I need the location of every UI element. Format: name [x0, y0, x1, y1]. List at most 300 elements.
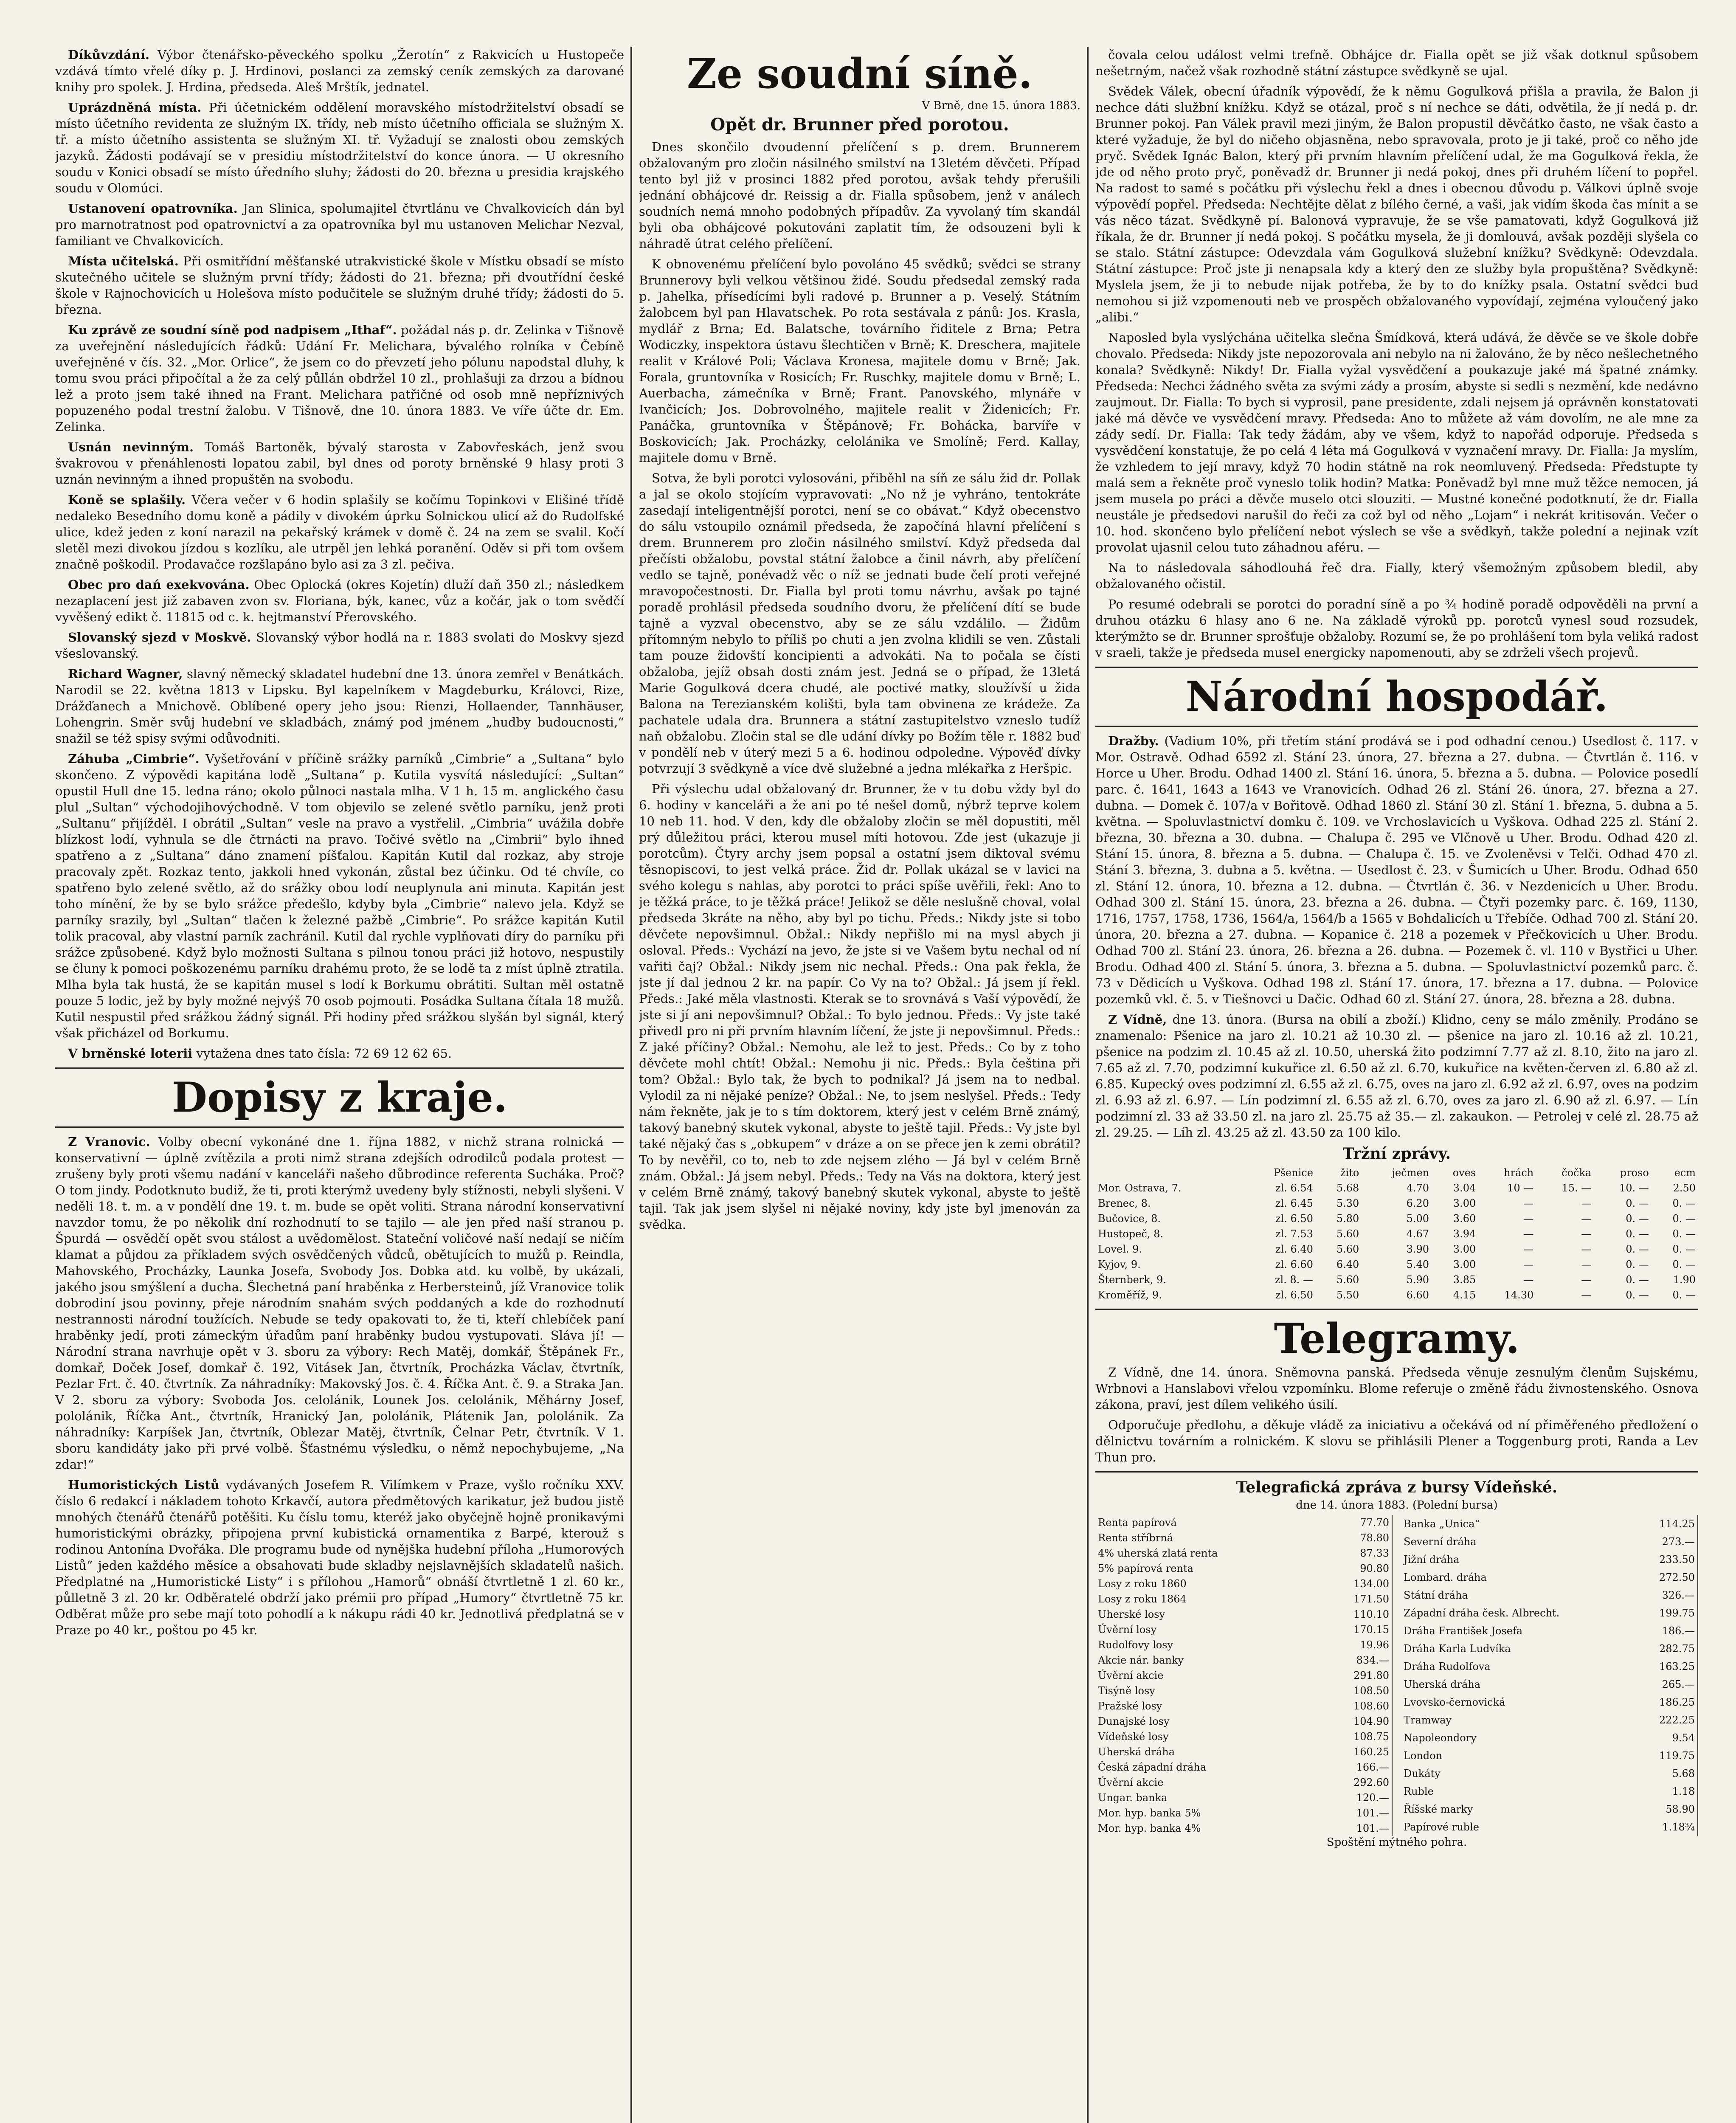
bourse-price: 78.80 — [1319, 1530, 1392, 1546]
market-cell: 0. — — [1672, 1197, 1696, 1209]
market-cell: 5.80 — [1336, 1213, 1359, 1225]
bourse-row — [1095, 1760, 1392, 1775]
market-column-header: oves — [1452, 1167, 1476, 1179]
news-item-text: Obec Oplocká (okres Kojetín) dluží daň 350 zl.; následkem nezaplacení jest již zabaven zvon sv. Floriana, býk, kanec, vůz a kočár, jak o tom svědčí vyvěšený edikt č. 11815 od c. k. hejtmanství Přerovského. — [55, 577, 624, 624]
market-cell: 14.30 — [1504, 1289, 1534, 1301]
news-item-text: Při osmitřídní měšťanské utrakvistické škole v Místku obsadí se místo skutečného učitele se služným první třídy; žádosti do 21. března; při dvoutřídní české škole v Rajnochovicích u Holešova místo podučitele se služným druhé třídy; žádosti do 5. března. — [55, 254, 624, 317]
bourse-security: Dukáty — [1404, 1768, 1441, 1779]
section-rule — [1095, 667, 1698, 668]
court-paragraph-text: Svědek Válek, obecní úřadník výpovědí, že k němu Gogulková přišla a pravila, že Balon ji nechce dáti službní knížku. Když se otázal, proč s ní nechce se dáti, odvětila, že jí nedá p. dr. Brunner pokoj. Pan Válek pravil mezi jiným, že Balon propustil děvčátko často, ne však často a které vyžaduje, že byl do ničeho objasněna, nebo spravovala, proto je ji také, proč co něho jde pryč. Svědek Ignác Balon, který při prvním hlavním přelíčení udal, že ma Gogulková řekla, že jde od něho proto pryč, poněvadž dr. Brunner ji nedá pokoj, dnes při druhém líčení to popřel. Na radost to samé s počátku při výslechu řekl a dnes i obecnou důvodu p. Válkovi úplně svoje výpovědí popřel. Předseda: Nechtějte dělat z bílého černé, a vaši, jak vidím škoda čas mínit a se vás něco tázat. Svědkyně pí. Balonová vypravuje, že se vše pamatovati, když Gogulková již říkala, že dr. Brunner jí nedá pokoj. S počátku mysela, že ji domlouvá, avšak později slyšela co se stalo. Státní zástupce: Odevzdala vám Gogulková služební knížku? Svědkyně: Odevzdala. Státní zástupce: Proč jste ji nenapsala kdy a který den ze služby byla propuštěna? Svědkyně: Myslela jsem, že ji to nebude nijak potřeba, že by to do knížky psala. Ostatní svědci buď nemohou si již vzpomenouti neb ve prospěch obžalovaného vypovídají, zejména vyloučený jako „alibi.“ — [1095, 84, 1698, 324]
bourse-row — [1095, 1805, 1392, 1821]
market-cell: 3.90 — [1406, 1243, 1429, 1255]
bourse-price: 87.33 — [1319, 1546, 1392, 1561]
bourse-subtitle: dne 14. února 1883. (Polední bursa) — [1296, 1499, 1498, 1512]
bourse-table-left — [1095, 1515, 1393, 1836]
market-cell: — — [1581, 1228, 1592, 1240]
news-item — [55, 99, 624, 196]
letter-item — [55, 1134, 624, 1473]
market-cell: 3.85 — [1453, 1274, 1476, 1286]
market-column-header: Pšenice — [1274, 1167, 1313, 1179]
news-item-title: V brněnské loterii — [68, 1046, 193, 1061]
market-cell: — — [1581, 1243, 1592, 1255]
letter-item-title: Z Vranovic. — [68, 1135, 150, 1149]
bourse-security: Západní dráha česk. Albrecht. — [1404, 1607, 1560, 1619]
dateline: V Brně, dne 15. února 1883. — [922, 99, 1080, 112]
bourse-row — [1401, 1800, 1698, 1818]
bourse-price: 186.25 — [1638, 1693, 1698, 1711]
market-table — [1095, 1165, 1698, 1303]
court-paragraph — [1095, 329, 1698, 555]
bourse-security: Ruble — [1404, 1785, 1434, 1797]
news-item-text: požádal nás p. dr. Zelinka v Tišnově za uveřejnění následujících řádků: Udání Fr. Melichara, bývalého rolníka v Čebíně uveřejněné v čís. 32. „Mor. Orlice“, že jsem co do převzetí jeho pólunu napodstal dluhy, k tomu svou práci připočítal a že za celý půllán obdržel 10 zl., prohlašuji za drzou a bídnou lež a proto jsem také ihned na Frant. Melichara patřičné od osob mně nepříznivých popuzeného podal trestní žalobu. V Tišnově, dne 10. února 1883. Ve víře účte dr. Em. Zelinka. — [55, 323, 624, 434]
market-cell: 4.70 — [1406, 1182, 1429, 1194]
market-cell: Lovel. 9. — [1098, 1243, 1142, 1255]
market-cell: 0. — — [1626, 1197, 1649, 1209]
market-table-header — [1095, 1165, 1698, 1180]
bourse-row — [1401, 1818, 1698, 1836]
bourse-security: Banka „Unica“ — [1404, 1518, 1480, 1530]
bourse-tables — [1095, 1515, 1698, 1836]
bourse-price: 273.— — [1638, 1533, 1698, 1551]
bourse-row — [1095, 1530, 1392, 1546]
court-paragraph — [639, 781, 1080, 1233]
court-paragraph — [1095, 560, 1698, 592]
market-cell: 3.04 — [1453, 1182, 1476, 1194]
bourse-price: 265.— — [1638, 1675, 1698, 1693]
letters-list — [55, 1134, 624, 1638]
court-paragraph-text: Na to následovala sáhodlouhá řeč dra. Fially, který všemožným způsobem bledil, aby obžalovaného očistil. — [1095, 560, 1698, 591]
bourse-security: Mor. hyp. banka 4% — [1098, 1822, 1201, 1834]
market-cell: 5.90 — [1406, 1274, 1429, 1286]
market-cell: — — [1523, 1259, 1534, 1270]
bourse-row — [1095, 1561, 1392, 1576]
court-paragraph-text: Dnes skončilo dvoudenní přelíčení s p. drem. Brunnerem obžalovaným pro zločin násilného smilství na 13letém děvčeti. Případ tento byl již v prosinci 1882 před porotou, avšak tehdy přerušili jednání obhájcové dr. Reissig a dr. Fialla spůsobem, jenž v análech soudních nemá mnoho podobných případův. Za vyvolaný tím skandál byli oba obhájcové pokutováni zaplatit tím, že odsouzeni byli k náhradě útrat celého přelíčení. — [639, 140, 1080, 251]
court-paragraph — [639, 139, 1080, 252]
column-court — [639, 47, 1080, 2123]
bourse-price: 292.60 — [1319, 1775, 1392, 1790]
market-cell: Šternberk, 9. — [1098, 1274, 1166, 1286]
bourse-footer: Spoštění mýtného pohra. — [1326, 1836, 1467, 1849]
letter-item — [55, 1477, 624, 1638]
bourse-price: 170.15 — [1319, 1622, 1392, 1637]
market-row — [1095, 1180, 1698, 1196]
economy-item-title: Z Vídně, — [1108, 1012, 1167, 1027]
market-cell: — — [1523, 1197, 1534, 1209]
news-item — [55, 253, 624, 318]
bourse-price: 110.10 — [1319, 1607, 1392, 1622]
bourse-row — [1095, 1714, 1392, 1729]
bourse-security: Dunajské losy — [1098, 1715, 1170, 1727]
bourse-row — [1401, 1515, 1698, 1533]
bourse-row — [1095, 1668, 1392, 1683]
court-paragraph — [1095, 596, 1698, 661]
bourse-row — [1095, 1729, 1392, 1744]
telegram-paragraph-text: Z Vídně, dne 14. února. Sněmovna panská. Předseda věnuje zesnulým členům Sujskému, Wrbnovi a Hanslabovi vřelou vzpomínku. Blome referuje o změně řádu živnostenského. Osnova zákona, praví, jest dílem velikého úsilí. — [1095, 1365, 1698, 1412]
section-rule — [1095, 1471, 1698, 1473]
market-cell: 0. — — [1672, 1289, 1696, 1301]
section-header-dopisy: Dopisy z kraje. — [172, 1073, 508, 1121]
section-rule — [55, 1067, 624, 1069]
market-cell: zl. 6.40 — [1275, 1243, 1313, 1255]
bourse-price: 199.75 — [1638, 1604, 1698, 1622]
bourse-row — [1401, 1586, 1698, 1604]
news-item — [55, 200, 624, 249]
local-news-list — [55, 47, 624, 1062]
market-cell: 3.00 — [1453, 1259, 1476, 1270]
news-item — [55, 322, 624, 435]
market-cell: 5.60 — [1336, 1228, 1359, 1240]
news-item-title: Uprázdněná místa. — [68, 100, 202, 115]
bourse-price: 108.75 — [1319, 1729, 1392, 1744]
market-cell: 0. — — [1672, 1243, 1696, 1255]
market-cell: 0. — — [1672, 1259, 1696, 1270]
bourse-price: 108.60 — [1319, 1698, 1392, 1714]
market-column-header: žito — [1340, 1167, 1359, 1179]
bourse-price: 5.68 — [1638, 1765, 1698, 1782]
market-column-header — [1095, 1165, 1242, 1180]
market-cell: 3.00 — [1453, 1197, 1476, 1209]
bourse-price: 101.— — [1319, 1821, 1392, 1836]
court-paragraph-text: Sotva, že byli porotci vylosováni, přiběhl na síň ze sálu žid dr. Pollak a jal se okolo stojícím vypravovati: „No nž je vyhráno, tentokráte zasedají inteligentnější porotci, není se co obávat.“ Když obecenstvo do sálu vstoupilo oznámil předseda, že započíná hlavní přelíčení s drem. Brunnerem pro zločin násilného smilství. Když předseda dal přečísti obžalobu, povstal státní žalobce a činil návrh, aby přelíčení vedlo se tajně, ponévadž věc o níž se jednati bude čelí proti veřejné mravopočestnosti. Dr. Fialla byl proti tomu návrhu, avšak po tajné poradě prohlásil předseda soudního dvoru, že přelíčení dítí se bude tajně a vyzval obecenstvo, aby se ze sálu vzdálilo. — Židům přítomným nebylo to příliš po chuti a jen zvolna klidili se ven. Zůstali tam pouze židovští koncipienti a advokáti. Na to počala se čísti obžaloba, jejíž obsah dosti znám jest. Jedná se o případ, že 13letá Marie Gogulková dcera chudé, ale poctivé matky, sloužívší u žida Balona na Terezianském kolišti, byla tam obvinena ze krádeže. Za pachatele udala dra. Brunnera a státní zastupitelstvo vzneslo tudíž naň obžalobu. Zločin stal se dle udání dívky po Božím těle r. 1882 buď v pondělí neb v úterý mezi 5 a 6. hodinou odpoledne. Výpověď dívky potvrzují 3 svědkyně a více dvě služebné a jedna mlékařka z Heršpic. — [639, 471, 1080, 776]
market-cell: 10 — — [1507, 1182, 1534, 1194]
news-item-text: vytažena dnes tato čísla: 72 69 12 62 65. — [196, 1046, 452, 1061]
economy-item-text: (Vadium 10%, při třetím stání prodává se i pod odhadní cenou.) Usedlost č. 117. v Mor. Ostravě. Odhad 6592 zl. Stání 23. února, 27. března a 27. dubna. — Čtvrtlán č. 116. v Horce u Uher. Brodu. Odhad 1400 zl. Stání 16. února, 5. března a 5. dubna. — Polovice posedlí parc. č. 1641, 1643 a 1643 ve Vranovicích. Odhad 26 zl. Stání 26. února, 27. března a 27. dubna. — Domek č. 107/a v Bořitově. Odhad 1860 zl. Stání 30 zl. Stání 1. března, 5. dubna a 5. května. — Spoluvlastnictví domku č. 109. ve Vrchoslavicích u Vyškova. Odhad 225 zl. Stání 2. března, 30. března a 30. dubna. — Chalupa č. 295 ve Vlčnově u Uher. Brodu. Odhad 420 zl. Stání 15. února, 8. března a 5. dubna. — Chalupa č. 15. ve Zvoleněvsi v Telči. Odhad 470 zl. Stání 3. března, 3. dubna a 5. května. — Usedlost č. 23. v Šumicích u Uher. Brodu. Odhad 650 zl. Stání 12. února, 10. března a 12. dubna. — Čtvrtlán č. 36. v Nezdenicích u Uher. Brodu. Odhad 300 zl. Stání 15. února, 23. března a 26. dubna. — Čtyři pozemky parc. č. 169, 1130, 1716, 1757, 1758, 1736, 1564/a, 1564/b a 1565 v Bohdalicích u Třebíče. Odhad 700 zl. Stání 20. února, 20. března a 27. dubna. — Kopanice č. 218 a pozemek v Přečkovicích u Uher. Brodu. Odhad 700 zl. Stání 23. února, 26. března a 26. dubna. — Pozemek č. vl. 110 v Bystřici u Uher. Brodu. Odhad 400 zl. Stání 5. února, 3. března a 5. dubna. — Spoluvlastnictví pozemků parc. č. 73 v Dědicích u Vyškova. Odhad 198 zl. Stání 17. února, 17. března a 17. dubna. — Polovice pozemků vkl. č. 5. v Tiešnovci u Dačic. Odhad 60 zl. Stání 27. února, 28. března a 28. dubna. — [1095, 734, 1698, 1006]
bourse-price: 326.— — [1638, 1586, 1698, 1604]
news-item-title: Slovanský sjezd v Moskvě. — [68, 630, 251, 645]
market-cell: 5.60 — [1336, 1243, 1359, 1255]
news-item-text: Jan Slinica, spolumajitel čtvrtlánu ve Chvalkovicích dán byl pro marnotratnost pod opatrovnictví a za opatrovníka byl mu ustanoven Melichar Nezval, familiant ve Chvalkovicích. — [55, 201, 624, 248]
market-cell: — — [1581, 1197, 1592, 1209]
court-paragraph-text: Při výslechu udal obžalovaný dr. Brunner, že v tu dobu vždy byl do 6. hodiny v kanceláři a že ani po té nešel domů, nýbrž teprve kolem 10 neb 11. hod. V den, kdy dle obžaloby zločin se měl dopustiti, měl prý důležitou práci, kterou musel míti hotovou. Zde jest (ukazuje ji porotcům). Čtyry archy jsem popsal a ostatní jsem diktoval svému těsnopiscovi, to jest velká práce. Žid dr. Pollak ukázal se v lavici na svého kolegu s nahlas, aby porotci to práci spíše uvěřili, řekl: Ano to je těžká práce, to je těžká práce! Jelikož se děle neslušně choval, volal předseda 3kráte na něho, aby byl po tichu. Předs.: Nikdy jste si tobo děvčete nepovšimnul. Obžal.: Nikdy nepřišlo mi na mysl abych ji osloval. Předs.: Vychází na jevo, že jste si ve Vašem bytu nechal od ní vařiti čaj? Obžal.: Nikdy jsem nic nechal. Předs.: Ona pak řekla, že jste jí dal jednou 2 kr. na papír. Co Vy na to? Obžal.: Já jsem jí řekl. Předs.: Jaké měla vlastnosti. Kterak se to srovnává s Vaší výpovědí, že jste si jí ani nepovšimnul? Obžal.: To bylo jednou. Předs.: Vy jste také přivedl pro ni při prvním hlavním líčení, že jste ji nepovšimnul. Předs.: Z jaké příčiny? Obžal.: Nemohu, ale lež to jest. Předs.: Co by z toho děvčete mohl chtít! Obžal.: Nemohu ji nic. Předs.: Byla čeština při tom? Obžal.: Bylo tak, že bych to podnikal? Já jsem na to nedbal. Vylodil za ni nějaké peníze? Obžal.: Ne, to jsem neslyšel. Předs.: Tedy nám řekněte, jak je to s tím doktorem, který jest v celém Brně známý, takový banebný skutek vykonal, abyste to ještě tajil. Předs.: Vy jste byl také nějaký čas s „obkupem“ v dráze a on se přece jen k zemi obrátil? To by nevěřil, co to, neb to zde nejsem zlého — Já byl v celém Brně znám. Obžal.: Já jsem nebyl. Předs.: Tedy na Vás na doktora, který jest v celém Brně známý, takový banebný skutek vykonal, abyste to ještě tajil. Tak jak jsem slyšel ni nějaké noviny, kdy jste byl jmenován za svědka. — [639, 782, 1080, 1232]
market-cell: 3.94 — [1453, 1228, 1476, 1240]
market-cell: 3.00 — [1453, 1243, 1476, 1255]
market-cell: — — [1523, 1213, 1534, 1225]
market-table-body — [1095, 1180, 1698, 1303]
section-rule — [1095, 726, 1698, 727]
economy-item — [1095, 1011, 1698, 1140]
bourse-security: Akcie nár. banky — [1098, 1654, 1184, 1666]
news-item — [55, 751, 624, 1041]
market-cell: 5.40 — [1406, 1259, 1429, 1270]
market-cell: Hustopeč, 8. — [1098, 1228, 1163, 1240]
bourse-price: 108.50 — [1319, 1683, 1392, 1698]
market-cell: zl. 7.53 — [1275, 1228, 1313, 1240]
bourse-row — [1095, 1591, 1392, 1607]
news-item-text: Tomáš Bartoněk, bývalý starosta v Zabovřeskách, jenž svou švakrovou v přenáhlenosti lopatou zabil, byl dnes od poroty brněnské 9 hlasy proti 3 uznán nevinným a ihned propuštěn na svobodu. — [55, 440, 624, 487]
bourse-price: 114.25 — [1638, 1515, 1698, 1533]
bourse-price: 186.— — [1638, 1622, 1698, 1640]
bourse-security: Dráha Karla Ludvíka — [1404, 1643, 1511, 1655]
market-cell: 0. — — [1626, 1274, 1649, 1286]
bourse-price: 282.75 — [1638, 1640, 1698, 1658]
market-cell: Brenec, 8. — [1098, 1197, 1151, 1209]
bourse-security: Státní dráha — [1404, 1589, 1468, 1601]
bourse-row — [1401, 1533, 1698, 1551]
article-title: Opět dr. Brunner před porotou. — [710, 115, 1009, 135]
bourse-price: 291.80 — [1319, 1668, 1392, 1683]
court-paragraph-text: K obnovenému přelíčení bylo povoláno 45 svědků; svědci se strany Brunnerovy byli velkou většinou židé. Soudu předsedal zemský rada p. Jahelka, přísedícími byli radové p. Brunner a p. Veselý. Státním žalobcem byl pan Hlavatschek. Po rota sestávala z pánů: Jos. Krasla, mydlář z Brna; Ed. Balatsche, továrního řiditele z Brna; Petra Wodiczky, inspektora ústavu šlechtičen v Brně; K. Dreschera, majitele realit v Králové Poli; Václava Kronesa, majitele domu v Brně; Jak. Forala, gruntovníka v Rosicích; Fr. Ruschky, majitele domu v Brně; L. Auerbacha, zámečníka v Brně; Frant. Panovského, mlynáře v Ivančicích; Jos. Dobrovolného, majitele realit v Židenicích; Fr. Panáčka, gruntovníka v Štěpánově; Fr. Bohácka, barvíře v Boskovicích; Jak. Procházky, celolánika ve Smolíně; Ferd. Kallay, majitele domu v Brně. — [639, 257, 1080, 465]
bourse-row — [1401, 1765, 1698, 1782]
bourse-security: Tisýně losy — [1098, 1685, 1155, 1697]
bourse-security: Lvovsko-černovická — [1404, 1696, 1505, 1708]
bourse-security: Uherská dráha — [1404, 1678, 1481, 1690]
letter-item-text: vydávaných Josefem R. Vilímkem v Praze, vyšlo ročníku XXV. číslo 6 redakcí i nákladem tohoto Krkavčí, autora předmětových karikatur, jež budou jistě mnohých čtenářů čtenářů potěšiti. Ku číslu tomu, kteréž jako obyčejně hojně pronikavými humoristickými obrázky, připojena první kubistická ornamentika z Barpé, kterouž s rodinou Antonína Dvořáka. Dle programu bude od nynějška hudební příloha „Humorových Listů“ jeden každého měsíce a obsahovati bude skladby nejslavnějších skladatelů našich. Předplatné na „Humoristické Listy“ i s přílohou „Hamorů“ obnáší čtvrtletně 1 zl. 60 kr., půlletně 3 zl. 20 kr. Odběratelé obdrží jako prémii pro případ „Humory“ čtvrtletně 75 kr. Odběrat může pro sebe mají toto pohodlí a k nákupu rádi 40 kr. Jednotlivá předplatná se v Praze po 40 kr., poštou po 45 kr. — [55, 1478, 624, 1637]
bourse-price: 104.90 — [1319, 1714, 1392, 1729]
market-cell: zl. 6.60 — [1275, 1259, 1313, 1270]
court-paragraph-text: Po resumé odebrali se porotci do poradní síně a po ¾ hodině poradě odpověděli na první a druhou otázku 6 hlasy ano 6 ne. Na základě výroků pp. porotců vynesl soud rozsudek, kterýmžto se dr. Brunner sprošťuje obžaloby. Rozumí se, že po prohlášení tom byla veliká radost v sraeli, takže je předseda musel energicky napomenouti, aby se zdrželi všech projevů. — [1095, 597, 1698, 660]
bourse-security: Papírové ruble — [1404, 1821, 1479, 1833]
letter-item-text: Volby obecní vykonáné dne 1. října 1882, v nichž strana rolnická — konservativní — úplně zvítězila a proti nimž strana zdejších odrodilců podala protest — zrušeny byly proti všemu nadání v kanceláři našeho důbrodince referenta Sucháka. Proč? O tom jindy. Podotknuto budiž, že ti, proti kterýmž uvedeny byly stížnosti, nebyli slyšeni. V neděli 18. t. m. a v pondělí dne 19. t. m. bude se opět voliti. Strana národní konservativní navzdor tomu, že po několik dní rozhodnutí to se tajilo — ale jen před naší stranou p. Špurdá — osvědčí opět svou stálost a uvědomělost. Stateční voličové naší nedají se ničím klamat a půjdou za příkladem svých osvědčených vůdců, obětujících to mužů p. Reindla, Mahovského, Procházky, Launka Josefa, Svobody Jos. Dobka atd. ku volbě, by ukázali, jakého jsou smýšlení a ducha. Šlechetná paní hraběnka z Herbersteinů, jíž Vranovice tolik dobrodiní jsou povinny, přeje národním snahám svých poddaných a kde do rozhodnutí nestrannosti národní toužících. Nebude se tedy opakovati to, že ti, kteří chlebíček paní hraběnky jedí, proti zámeckým úřadům paní hraběnky budou vystupovati. Sláva jí! — Národní strana navrhuje opět v 3. sboru za výbory: Rech Matěj, domkář, Štěpánek Fr., domkař, Doček Josef, domkař č. 192, Vitásek Jan, čtvrtník, Procházka Václav, čtvrtník, Pezlar Frt. č. 40. čtvrtník. Za náhradníky: Makovský Jos. č. 4. Říčka Ant. č. 9. a Straka Jan. V 2. sboru za výbory: Svoboda Jos. celolánik, Lounek Jos. celolánik, Měhárny Josef, pololánik, Říčka Ant., čtvrtník, Hranický Jan, pololánik, Plátenik Jan, pololánik. Za náhradníky: Karpíšek Jan, čtvrtník, Oblezar Matěj, čtvrtník, Čelnar Petr, čtvrtník. V 1. sboru kandidáty jako při prvé volbě. Šťastnému výsledku, o němž nepochybujeme, „Na zdar!“ — [55, 1135, 624, 1472]
bourse-price: 160.25 — [1319, 1744, 1392, 1760]
bourse-price: 19.96 — [1319, 1637, 1392, 1653]
bourse-row — [1095, 1683, 1392, 1698]
market-column-header: ecm — [1674, 1167, 1696, 1179]
news-item — [55, 577, 624, 625]
market-cell: 0. — — [1626, 1259, 1649, 1270]
bourse-security: Ungar. banka — [1098, 1792, 1168, 1804]
bourse-security: Renta papírová — [1098, 1517, 1177, 1529]
bourse-price: 119.75 — [1638, 1747, 1698, 1765]
market-cell: zl. 6.50 — [1275, 1289, 1313, 1301]
column-economy — [1095, 47, 1698, 2123]
bourse-row — [1095, 1576, 1392, 1591]
market-cell: Kroměříž, 9. — [1098, 1289, 1162, 1301]
news-item-text: Výbor čtenářsko-pěveckého spolku „Žerotín“ z Rakvicích u Hustopeče vzdává tímto vřelé díky p. J. Hrdinovi, poslanci za zemský ceník zemských za darované knihy pro spolek. J. Hrdina, předseda. Aleš Mrštík, jednatel. — [55, 48, 624, 94]
section-rule — [1095, 1309, 1698, 1310]
market-cell: Kyjov, 9. — [1098, 1259, 1141, 1270]
bourse-security: Uherská dráha — [1098, 1746, 1175, 1758]
bourse-security: 5% papírová renta — [1098, 1563, 1193, 1574]
market-cell: — — [1523, 1243, 1534, 1255]
column-rule — [630, 47, 632, 2123]
bourse-security: Pražské losy — [1098, 1700, 1162, 1712]
news-item — [55, 666, 624, 746]
bourse-row — [1401, 1658, 1698, 1675]
news-item-title: Richard Wagner, — [68, 667, 183, 681]
market-cell: Mor. Ostrava, 7. — [1098, 1182, 1182, 1194]
bourse-security: Říšské marky — [1404, 1803, 1473, 1815]
news-item — [55, 492, 624, 572]
court-article-body — [639, 139, 1080, 1233]
market-row — [1095, 1211, 1698, 1226]
court-paragraph — [1095, 47, 1698, 79]
bourse-security: Dráha František Josefa — [1404, 1625, 1523, 1637]
market-cell: 2.50 — [1673, 1182, 1696, 1194]
court-paragraph — [639, 470, 1080, 777]
news-item — [55, 439, 624, 487]
market-cell: 4.67 — [1406, 1228, 1429, 1240]
bourse-security: Jižní dráha — [1404, 1554, 1460, 1566]
news-item-title: Místa učitelská. — [68, 254, 179, 268]
bourse-row — [1095, 1744, 1392, 1760]
bourse-row — [1401, 1711, 1698, 1729]
bourse-price: 1.18¾ — [1638, 1818, 1698, 1836]
market-cell: 0. — — [1626, 1228, 1649, 1240]
news-item-text: Včera večer v 6 hodin splašily se kočímu Topinkovi v Elišiné třídě nedaleko Besedního domu koně a pádily v divokém úprku Solnickou ulicí až do Rudolfské ulice, kdež jeden z koní narazil na pekařský krámek v domě č. 24 na zem se svalil. Kočí sletěl mezi divokou jízdou s kozlíku, ale utrpěl jen lehká poranění. Oděv si při tom ovšem značně poškodil. Prodavačce rozšlapáno bylo asi za 3 zl. pečiva. — [55, 493, 624, 572]
bourse-price: 272.50 — [1638, 1568, 1698, 1586]
column-rule — [1087, 47, 1089, 2123]
economy-item — [1095, 733, 1698, 1007]
news-item-text: Slovanský výbor hodlá na r. 1883 svolati do Moskvy sjezd všeslovanský. — [55, 630, 624, 661]
bourse-price: 834.— — [1319, 1653, 1392, 1668]
market-cell: zl. 6.50 — [1275, 1213, 1313, 1225]
bourse-security: Renta stříbrná — [1098, 1532, 1173, 1544]
bourse-security: 4% uherská zlatá renta — [1098, 1547, 1218, 1559]
bourse-row — [1401, 1622, 1698, 1640]
market-cell: 5.30 — [1336, 1197, 1359, 1209]
news-item — [55, 47, 624, 95]
court-article-continued — [1095, 47, 1698, 661]
market-cell: 5.68 — [1336, 1182, 1359, 1194]
bourse-row — [1095, 1515, 1392, 1530]
bourse-row — [1401, 1604, 1698, 1622]
bourse-row — [1095, 1653, 1392, 1668]
bourse-security: Napoleondory — [1404, 1732, 1477, 1744]
news-item-text: slavný německý skladatel hudební dne 13. února zemřel v Benátkách. Narodil se 22. května 1813 v Lipsku. Byl kapelníkem v Magdeburku, Královci, Rize, Drážďanech a Mnichově. Oblíbené opery jeho jsou: Rienzi, Hollaender, Tannhäuser, Lohengrin. Směr svůj hudební ve skladbách, známý pod jménem „hudby budoucnosti,“ snažil se též spisy svými odůvodniti. — [55, 667, 624, 746]
bourse-row — [1095, 1546, 1392, 1561]
market-cell: 3.60 — [1453, 1213, 1476, 1225]
news-item — [55, 629, 624, 662]
court-paragraph-text: čovala celou událost velmi trefně. Obhájce dr. Fialla opět se již však dotknul spůsobem nešetrným, načež však rozhodně státní zástupce svědkyně se ujal. — [1095, 48, 1698, 78]
market-cell: — — [1581, 1213, 1592, 1225]
market-cell: 6.40 — [1336, 1259, 1359, 1270]
bourse-price: 120.— — [1319, 1790, 1392, 1805]
bourse-security: Úvěrní akcie — [1098, 1670, 1164, 1681]
market-cell: — — [1581, 1289, 1592, 1301]
market-cell: zl. 6.54 — [1275, 1182, 1313, 1194]
telegram-paragraph-text: Odporučuje předlohu, a děkuje vládě za iniciativu a očekává od ní přiměřeného předložení o dělnictvu továrním a rolnickém. K slovu se přihlásili Plener a Toggenburg proti, Randa a Lev Thun pro. — [1095, 1418, 1698, 1464]
bourse-row — [1095, 1821, 1392, 1836]
bourse-price: 77.70 — [1319, 1515, 1392, 1530]
bourse-price: 1.18 — [1638, 1782, 1698, 1800]
economy-item-text: dne 13. února. (Bursa na obilí a zboží.) Klidno, ceny se málo změnily. Prodáno se znamenalo: Pšenice na jaro zl. 10.21 až 10.30 zl. — pšenice na jaro zl. 10.16 až zl. 10.21, pšenice na podzim zl. 10.45 až zl. 10.50, uherská žito podzimní 7.77 až zl. 8.10, žito na jaro zl. 7.65 až zl. 7.70, podzimní kukuřice zl. 6.50 až zl. 6.70, kukuřice na květen-červen zl. 6.80 až zl. 6.85. Kupecký oves podzimní zl. 6.55 až zl. 6.75, oves na jaro zl. 6.92 až zl. 6.97, oves na podzim zl. 6.93 až zl. 6.97. — Lín podzimní zl. 6.55 až zl. 6.70, oves za jaro zl. 6.90 až zl. 6.97. — Lín podzimní zl. 33 až 33.50 zl. na jaro zl. 25.75 až 35.— zl. zakaukon. — Petrolej v celé zl. 28.75 až zl. 29.25. — Líh zl. 43.25 až zl. 43.50 za 100 kilo. — [1095, 1012, 1698, 1140]
bourse-price: 58.90 — [1638, 1800, 1698, 1818]
bourse-row — [1401, 1640, 1698, 1658]
market-cell: zl. 6.45 — [1275, 1197, 1313, 1209]
bourse-security: Úvěrní losy — [1098, 1624, 1157, 1636]
section-rule — [55, 1126, 624, 1128]
market-row — [1095, 1287, 1698, 1303]
market-cell: 0. — — [1626, 1289, 1649, 1301]
market-cell: 10. — — [1619, 1182, 1649, 1194]
letter-item-title: Humoristických Listů — [68, 1478, 219, 1492]
bourse-security: Losy z roku 1860 — [1098, 1578, 1187, 1590]
bourse-row — [1401, 1675, 1698, 1693]
bourse-security: London — [1404, 1750, 1443, 1762]
auctions-list — [1095, 733, 1698, 1140]
bourse-security: Vídeňské losy — [1098, 1731, 1169, 1743]
court-paragraph-text: Naposled byla vyslýchána učitelka slečna Šmídková, která udává, že děvče se ve škole dobře chovalo. Předseda: Nikdy jste nepozorovala ani nebylo na ni žalováno, že by něco nešlechetného konala? Svědkyně: Nikdy! Dr. Fialla vyžal vysvědčení a poukazuje jaké má špatné známky. Předseda: Nechci žádného světa za svými zády a prosím, abyste si sedli s nezmění, kde nedávno zaujmout. Dr. Fialla: To bych si vyprosil, pane presidente, zdali nejsem já oprávněn konstatovati jaké má děvče ve vysvědčení mravy. Předseda: Ano to můžete až vám dovolím, ne ale mne za zády sedí. Dr. Fialla: Tak tedy žádám, aby ve všem, když to napořád odporuje. Předseda s vysvědčení konstatuje, že po celá 4 léta má Gogulková v vyznačení mravy. Dr. Fialla: Ja myslím, že vzhledem to její mravy, když 70 hodin státně na rok neomluvený. Předseda: Předstupte ty malá sem a řekněte proč vyneslo tolik hodin? Matka: Poněvadž byl mne muž těžce nemocen, já jsem musela po práci a děvče muselo otci slouziti. — Mustné konečné podotknutí, že dr. Fialla neustále je předsedovi narušil do řeči za což byl od něho „Lojam“ i nekrát kritisován. Večer o 10. hod. skončeno bylo přelíčení nebot výslech se vše a svědkyň, takže polední a nejinak vzít provolat ujasnil celou tuto záhadnou aféru. — — [1095, 330, 1698, 555]
market-column-header: ječmen — [1392, 1167, 1429, 1179]
market-cell: 0. — — [1672, 1228, 1696, 1240]
market-column-header: čočka — [1562, 1167, 1592, 1179]
market-cell: 4.15 — [1453, 1289, 1476, 1301]
market-cell: — — [1523, 1228, 1534, 1240]
market-row — [1095, 1196, 1698, 1211]
bourse-row — [1401, 1568, 1698, 1586]
market-cell: 5.00 — [1406, 1213, 1429, 1225]
bourse-price: 233.50 — [1638, 1551, 1698, 1568]
market-cell: zl. 8. — — [1275, 1274, 1313, 1286]
bourse-table-right — [1401, 1515, 1698, 1836]
bourse-price: 101.— — [1319, 1805, 1392, 1821]
column-local-news — [55, 47, 624, 2123]
market-cell: — — [1581, 1274, 1592, 1286]
court-paragraph — [1095, 83, 1698, 325]
bourse-row — [1401, 1782, 1698, 1800]
telegram-paragraph — [1095, 1417, 1698, 1465]
market-cell: Bučovice, 8. — [1098, 1213, 1161, 1225]
market-cell: 0. — — [1626, 1243, 1649, 1255]
market-row — [1095, 1257, 1698, 1272]
market-cell: — — [1581, 1259, 1592, 1270]
bourse-title: Telegrafická zpráva z bursy Vídeňské. — [1236, 1478, 1558, 1496]
bourse-row — [1401, 1747, 1698, 1765]
news-item-title: Díkůvzdání. — [68, 48, 149, 62]
bourse-price: 222.25 — [1638, 1711, 1698, 1729]
bourse-security: Rudolfovy losy — [1098, 1639, 1173, 1651]
economy-item-title: Dražby. — [1108, 734, 1159, 748]
bourse-security: Dráha Rudolfova — [1404, 1661, 1491, 1672]
market-cell: 5.60 — [1336, 1274, 1359, 1286]
news-item-title: Ustanovení opatrovníka. — [68, 201, 238, 216]
court-paragraph — [639, 256, 1080, 466]
news-item-text: Vyšetřování v příčině srážky parníků „Cimbrie“ a „Sultana“ bylo skončeno. Z výpovědi kapitána lodě „Sultana“ p. Kutila vysvítá následující: „Sultan“ opustil Hull dne 15. ledna ráno; okolo půlnoci nastala mlha. V 1 h. 15 m. anglického času plul „Sultan“ východojihovýchodně. V tom objevilo se zelené světlo parníku, jenž proti „Sultanu“ přijížděl. I obrátil „Sultan“ vesle na pravo a vystřelil. „Cimbria“ uvážila dobře blízkost lodí, vyhnula se dle čtrnácti na pravo. Točivé světlo na „Cimbrii“ bylo ihned spatřeno a z „Sultana“ dáno znamení píšťalou. Kapitán Kutil dal rozkaz, aby stroje pracovaly zpět. Rozkaz tento, jakkoli hned vykonán, zůstal bez účinku. Od té chvíle, co spatřeno bylo zelené světlo, až do srážky obou lodí neuplynula ani minuta. Kapitán jest toho mínění, že by se bylo srážce předešlo, kdyby byla „Cimbrie“ nalevo jela. Když se parníky srazily, byl „Sultan“ tlačen k železné pažbě „Cimbrie“. Po srážce kapitán Kutil tolik pracoval, aby vlastní parník zachránil. Kutil dal rychle vyplňovati díry do parníku při srážce způsobené. Když bylo možnosti Sultana s pilnou tonou práci již hotovo, nespustily se čluny k pomoci poškozenému parníku drahému proto, že se lodě ta z míst úplně ztratila. Mlha byla tak hustá, že se kapitán musel s lodí k Borkumu obrátiti. Sultan měl ostatně pouze 5 lodic, jež by byly možné nejvýš 70 osob pojmouti. Posádka Sultana čítala 18 mužů. Kutil nespustil před srážkou žádný signál. Při hodiny před srážkou slyšán byl signál, který však přicházel od Borkumu. — [55, 752, 624, 1040]
market-column-header: proso — [1620, 1167, 1649, 1179]
bourse-row — [1095, 1622, 1392, 1637]
bourse-row — [1401, 1693, 1698, 1711]
market-cell: 0. — — [1626, 1213, 1649, 1225]
news-item-title: Záhuba „Cimbrie“. — [68, 752, 200, 766]
market-column-header: hrách — [1504, 1167, 1534, 1179]
bourse-row — [1401, 1729, 1698, 1747]
section-header-narodni: Národní hospodář. — [1185, 673, 1608, 721]
market-cell: 1.90 — [1673, 1274, 1696, 1286]
bourse-security: Mor. hyp. banka 5% — [1098, 1807, 1201, 1819]
bourse-security: Uherské losy — [1098, 1608, 1165, 1620]
bourse-security: Česká západní dráha — [1098, 1761, 1207, 1773]
telegram-paragraph — [1095, 1364, 1698, 1413]
bourse-price: 90.80 — [1319, 1561, 1392, 1576]
news-item-title: Ku zprávě ze soudní síně pod nadpisem „Ithaf“. — [68, 323, 397, 337]
telegram-list — [1095, 1364, 1698, 1465]
bourse-security: Tramway — [1404, 1714, 1452, 1726]
market-cell: 5.50 — [1336, 1289, 1359, 1301]
bourse-security: Losy z roku 1864 — [1098, 1593, 1187, 1605]
bourse-security: Úvěrní akcie — [1098, 1777, 1164, 1788]
bourse-row — [1095, 1637, 1392, 1653]
market-cell: — — [1523, 1274, 1534, 1286]
bourse-row — [1401, 1551, 1698, 1568]
news-item-title: Usnán nevinným. — [68, 440, 194, 454]
section-header-court: Ze soudní síně. — [687, 50, 1033, 98]
news-item-title: Koně se splašily. — [68, 493, 186, 507]
bourse-price: 134.00 — [1319, 1576, 1392, 1591]
news-item-title: Obec pro dań exekvována. — [68, 577, 250, 592]
market-cell: 6.20 — [1406, 1197, 1429, 1209]
market-cell: 0. — — [1672, 1213, 1696, 1225]
market-cell: 15. — — [1562, 1182, 1592, 1194]
bourse-price: 9.54 — [1638, 1729, 1698, 1747]
bourse-row — [1095, 1790, 1392, 1805]
news-item — [55, 1045, 624, 1062]
section-header-telegrams: Telegramy. — [1274, 1315, 1520, 1363]
bourse-price: 163.25 — [1638, 1658, 1698, 1675]
market-row — [1095, 1242, 1698, 1257]
bourse-price: 166.— — [1319, 1760, 1392, 1775]
news-item-text: Při účetnickém oddělení moravského místodržitelství obsadí se místo účetního revidenta ze služným IX. třídy, neb místo účetního officiala se služným X. tř. a místo účetního assistenta se služným XI. tř. Vyžadují se znalosti obou zemských jazyků. Žádosti podávají se v presidiu místodržitelství do konce února. — U okresního soudu v Konici obsadí se místo úředního sluhy; žádosti do 20. března u presidia krajského soudu v Olomúci. — [55, 100, 624, 195]
market-row — [1095, 1226, 1698, 1242]
